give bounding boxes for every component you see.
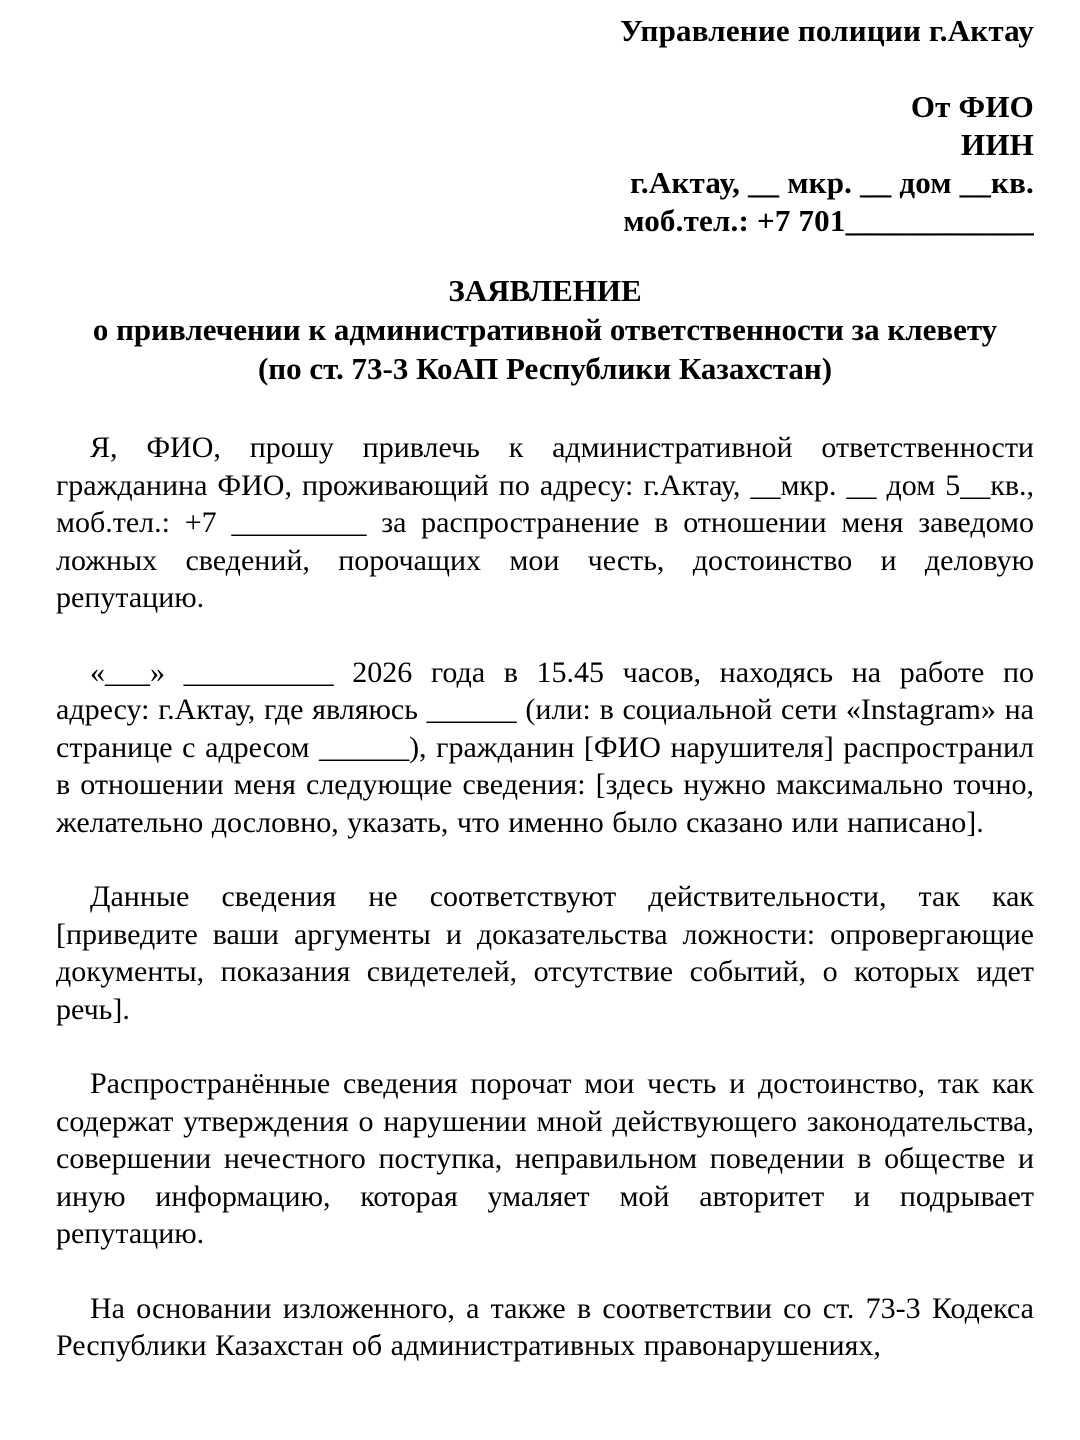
paragraph-intro: Я, ФИО, прошу привлечь к административной ответственности гражданина ФИО, проживающий по адресу: г.Актау, __мкр. __ дом 5__кв., моб.тел.: +7 _________ за распространение в отношении меня заведомо ложных сведений, порочащих мои честь, достоинство и деловую репутацию.: [56, 431, 1034, 614]
statement-body: [56, 429, 1034, 1365]
paragraph-incident: «___» __________ 2026 года в 15.45 часов, находясь на работе по адресу: г.Актау, где являюсь ______ (или: в социальной сети «Instagram» на странице с адресом ______), гражданин [ФИО нарушителя] распространил в отношении меня следующие сведения: [здесь нужно максимально точно, желательно дословно, указать, что именно было сказано или написано].: [56, 655, 1034, 839]
title-block: [56, 271, 1034, 388]
paragraph-refutation: Данные сведения не соответствуют действительности, так как [приведите ваши аргументы и доказательства ложности: опровергающие документы, показания свидетелей, отсутствие событий, о которых идет речь].: [56, 880, 1034, 1026]
from-line: От ФИО: [910, 89, 1034, 124]
iin-line: ИИН: [961, 127, 1034, 162]
statement-subtitle: о привлечении к административной ответственности за клевету: [92, 312, 998, 347]
paragraph-legal-grounds: На основании изложенного, а также в соответствии со ст. 73-3 Кодекса Республики Казахстан об административных правонарушениях,: [56, 1291, 1034, 1362]
recipient-line: Управление полиции г.Актау: [620, 13, 1034, 48]
statement-legal-basis: (по ст. 73-3 КоАП Республики Казахстан): [257, 351, 833, 386]
letterhead: [56, 12, 1034, 240]
paragraph-harm: Распространённые сведения порочат мои честь и достоинство, так как содержат утверждения о нарушении мной действующего законодательства, совершении нечестного поступка, неправильном поведении в обществе и иную информацию, которая умаляет мой авторитет и подрывает репутацию.: [56, 1067, 1034, 1250]
phone-line: моб.тел.: +7 701____________: [623, 203, 1034, 238]
address-line: г.Актау, __ мкр. __ дом __кв.: [630, 165, 1034, 200]
statement-heading: ЗАЯВЛЕНИЕ: [448, 273, 642, 308]
